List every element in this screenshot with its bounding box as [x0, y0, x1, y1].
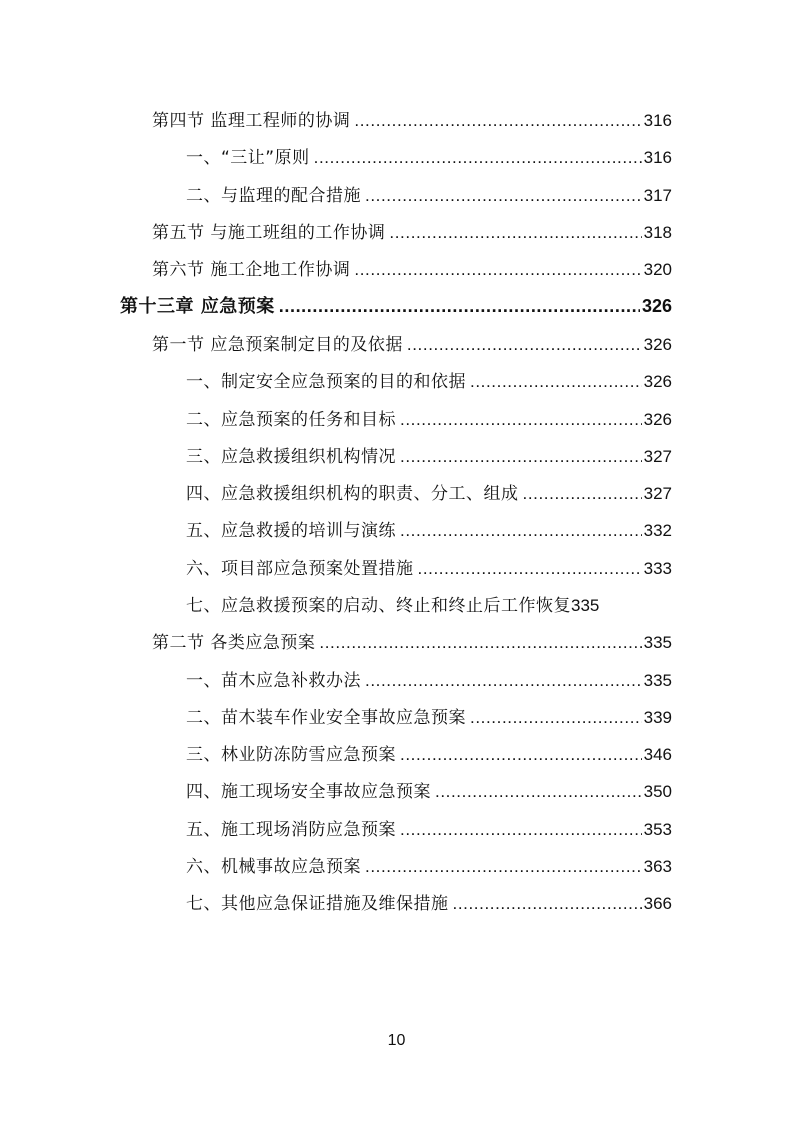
toc-leader-dots — [453, 894, 642, 914]
toc-leader-dots — [354, 260, 641, 280]
toc-entry-page: 320 — [643, 260, 672, 280]
toc-entry[interactable] — [0, 510, 793, 547]
toc-leader-dots — [279, 296, 640, 317]
toc-entry[interactable] — [0, 846, 793, 883]
toc-entry[interactable] — [0, 137, 793, 174]
toc-leader-dots — [523, 484, 642, 504]
toc-leader-dots — [470, 708, 642, 728]
toc-entry[interactable] — [0, 100, 793, 137]
toc-leader-dots — [400, 745, 642, 765]
toc-entry-label: 四、施工现场安全事故应急预案 — [186, 782, 431, 803]
toc-entry[interactable] — [0, 249, 793, 286]
toc-leader-dots — [418, 559, 642, 579]
toc-leader-dots — [365, 671, 642, 691]
toc-entry-page: 316 — [643, 148, 672, 168]
toc-entry-label: 第五节 与施工班组的工作协调 — [152, 223, 386, 244]
toc-leader-dots — [400, 521, 642, 541]
toc-leader-dots — [470, 372, 642, 392]
toc-entry-page: 339 — [643, 707, 672, 727]
toc-entry-page: 335 — [643, 670, 672, 690]
toc-entry-label: 第四节 监理工程师的协调 — [152, 111, 351, 132]
toc-leader-dots — [314, 148, 642, 168]
table-of-contents — [0, 100, 793, 921]
page-number: 10 — [387, 1032, 406, 1049]
toc-entry-label: 一、制定安全应急预案的目的和依据 — [186, 372, 466, 393]
toc-entry-label: 第十三章 应急预案 — [120, 296, 275, 318]
toc-entry-page: 363 — [643, 857, 672, 877]
toc-entry-label: 二、与监理的配合措施 — [186, 185, 361, 206]
toc-entry[interactable] — [0, 212, 793, 249]
toc-entry-page: 366 — [643, 894, 672, 914]
toc-entry-label: 第六节 施工企地工作协调 — [152, 260, 351, 281]
toc-entry[interactable] — [0, 659, 793, 696]
toc-leader-dots — [389, 223, 641, 243]
toc-entry[interactable] — [0, 622, 793, 659]
toc-entry[interactable] — [0, 809, 793, 846]
toc-entry-page: 350 — [643, 782, 672, 802]
toc-entry-label: 五、施工现场消防应急预案 — [186, 819, 396, 840]
toc-entry-label: 六、机械事故应急预案 — [186, 857, 361, 878]
toc-leader-dots — [365, 186, 642, 206]
toc-leader-dots — [400, 410, 642, 430]
toc-chapter-entry[interactable] — [0, 286, 793, 323]
toc-entry-label: 七、其他应急保证措施及维保措施 — [186, 894, 449, 915]
toc-entry-page: 326 — [643, 409, 672, 429]
toc-entry[interactable] — [0, 734, 793, 771]
toc-entry-page: 317 — [643, 185, 672, 205]
toc-leader-dots — [354, 111, 641, 131]
toc-entry-label: 一、“三让”原则 — [186, 148, 310, 169]
toc-entry-page: 335 — [643, 633, 672, 653]
toc-entry-label: 二、应急预案的任务和目标 — [186, 409, 396, 430]
toc-entry-label: 七、应急救援预案的启动、终止和终止后工作恢复 — [186, 596, 571, 616]
toc-entry[interactable] — [0, 771, 793, 808]
toc-entry-label: 一、苗木应急补救办法 — [186, 670, 361, 691]
toc-entry-label: 二、苗木装车作业安全事故应急预案 — [186, 707, 466, 728]
toc-leader-dots — [319, 633, 641, 653]
toc-entry[interactable] — [0, 473, 793, 510]
toc-leader-dots — [400, 447, 642, 467]
toc-entry-page: 316 — [643, 111, 672, 131]
toc-entry-page: 326 — [641, 296, 672, 317]
toc-entry-page: 327 — [643, 484, 672, 504]
toc-entry-label: 三、应急救援组织机构情况 — [186, 446, 396, 467]
toc-entry[interactable] — [0, 361, 793, 398]
toc-entry[interactable] — [0, 398, 793, 435]
toc-entry-page: 333 — [643, 558, 672, 578]
toc-entry-page: 318 — [643, 223, 672, 243]
toc-entry-page: 326 — [643, 372, 672, 392]
toc-leader-dots — [400, 820, 642, 840]
toc-entry-label: 第一节 应急预案制定目的及依据 — [152, 334, 403, 355]
toc-entry-page: 327 — [643, 446, 672, 466]
toc-entry[interactable] — [0, 324, 793, 361]
toc-entry[interactable] — [0, 175, 793, 212]
toc-entry-page: 335 — [571, 596, 600, 615]
toc-entry[interactable] — [0, 436, 793, 473]
toc-entry-label: 四、应急救援组织机构的职责、分工、组成 — [186, 484, 519, 505]
toc-entry[interactable] — [0, 697, 793, 734]
toc-entry-page: 326 — [643, 334, 672, 354]
toc-entry-page: 353 — [643, 819, 672, 839]
toc-entry[interactable] — [0, 883, 793, 920]
toc-entry-label: 三、林业防冻防雪应急预案 — [186, 745, 396, 766]
toc-entry-page: 346 — [643, 745, 672, 765]
toc-leader-dots — [407, 335, 642, 355]
toc-leader-dots — [435, 782, 642, 802]
toc-leader-dots — [365, 857, 642, 877]
toc-entry-label: 第二节 各类应急预案 — [152, 633, 316, 654]
toc-entry-label: 六、项目部应急预案处置措施 — [186, 558, 414, 579]
toc-entry-label: 五、应急救援的培训与演练 — [186, 521, 396, 542]
toc-entry[interactable] — [0, 548, 793, 585]
toc-entry[interactable] — [0, 585, 793, 622]
toc-entry-page: 332 — [643, 521, 672, 541]
